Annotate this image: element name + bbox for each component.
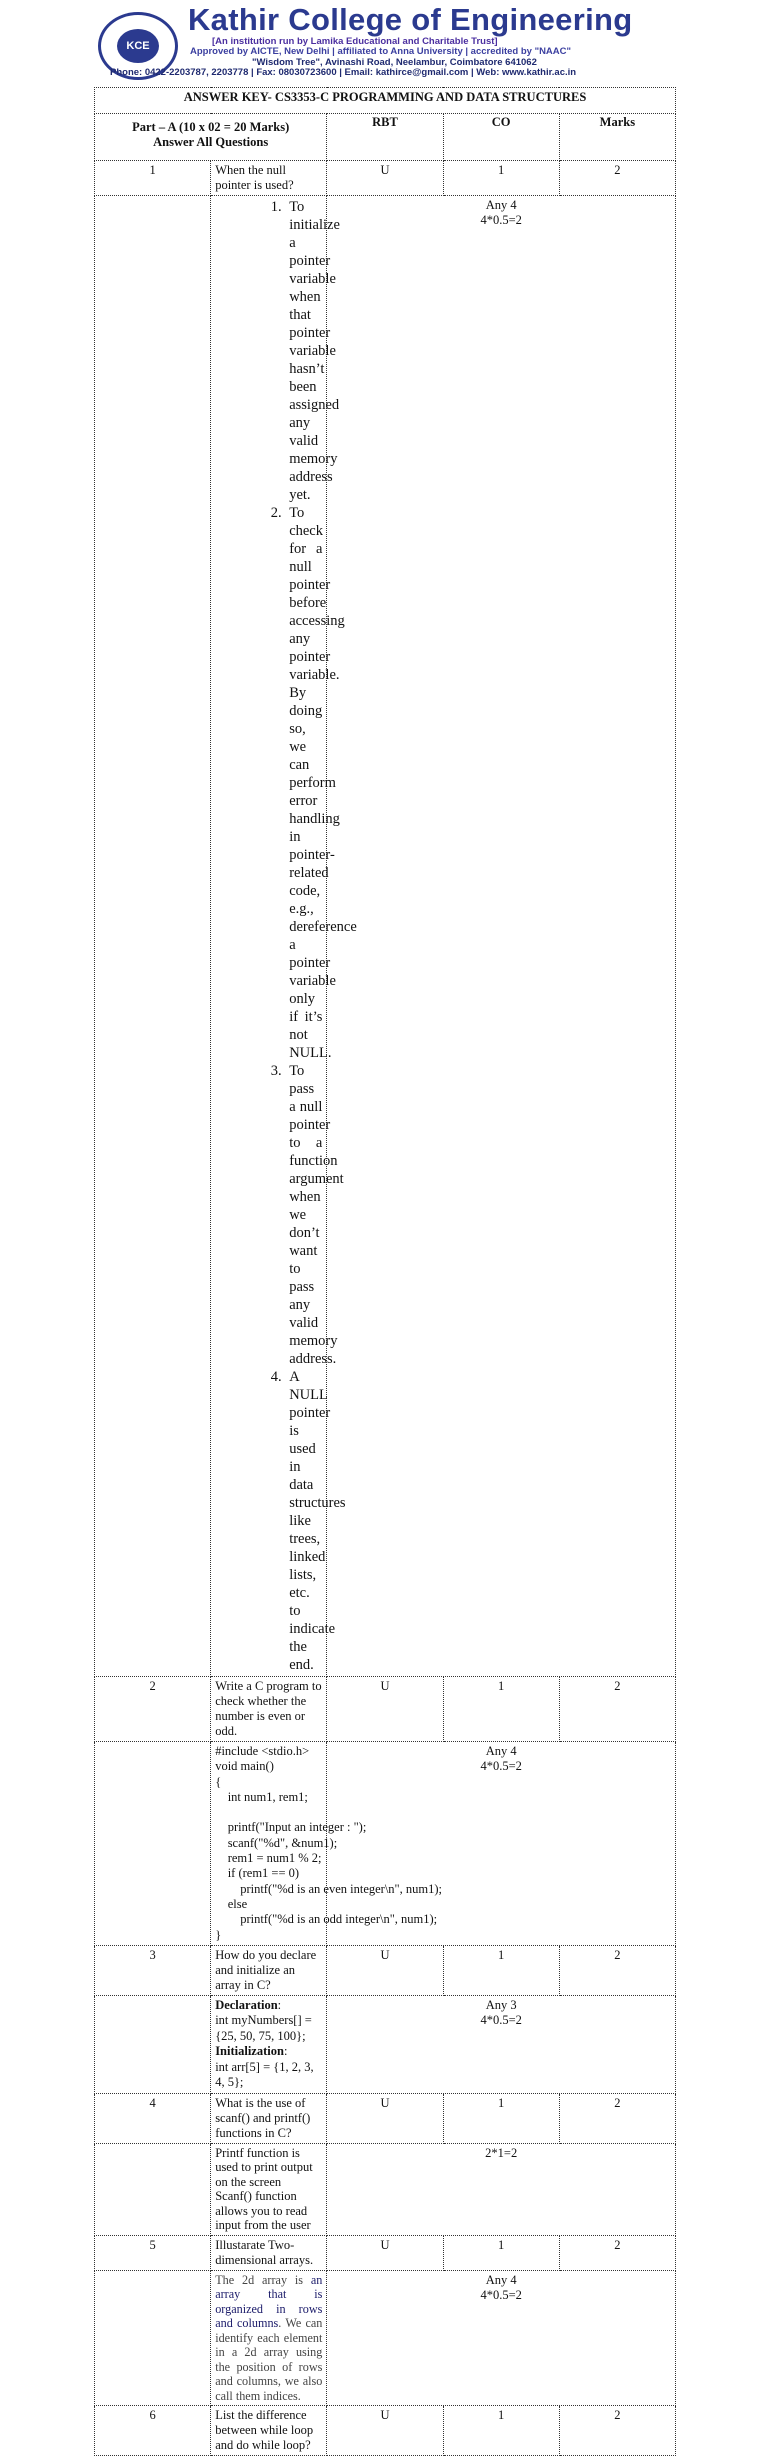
answer-content: Declaration: int myNumbers[] = {25, 50, 75, 100}; Initialization: int arr[5] = {1, 2, 3, 4, 5}; [211, 1995, 327, 2093]
header-trust-line: [An institution run by Lamika Educational and Charitable Trust] [212, 36, 498, 47]
null-pointer-answer-list [215, 198, 357, 1674]
question-number: 4 [95, 2093, 211, 2143]
even-odd-program-code: #include <stdio.h> void main() { int num1, rem1; printf("Input an integer : "); scanf("%d", &num1); rem1 = num1 % 2; if (rem1 == 0) printf("%d is an even integer\n", num1); else printf("%d is an odd integer\n", num1); } [215, 1744, 443, 1942]
initialization-code: int arr[5] = {1, 2, 3, 4, 5}; [215, 2059, 314, 2090]
mark-scheme-line: Any 3 [485, 1997, 517, 2012]
mark-scheme-line: 2*1=2 [485, 2145, 518, 2160]
header-contact-line: Phone: 0422-2203787, 2203778 | Fax: 08030723600 | Email: kathirce@gmail.com | Web: www.kathir.ac.in [110, 67, 577, 78]
mark-scheme-line: 4*0.5=2 [480, 1759, 522, 1773]
mark-scheme-line: 4*0.5=2 [480, 2287, 522, 2302]
scanf-answer: Scanf() function allows you to read input from the user [215, 2189, 311, 2233]
question-row [95, 2406, 676, 2456]
college-name: Kathir College of Engineering [188, 2, 633, 37]
question-row [95, 1677, 676, 1742]
question-co: 1 [443, 2406, 559, 2456]
question-row [95, 161, 676, 196]
answer-content [211, 2143, 327, 2235]
answer-content [211, 2270, 327, 2406]
question-text: How do you declare and initialize an array in C? [211, 1945, 327, 1995]
question-marks: 2 [559, 2406, 675, 2456]
question-text: Illustarate Two-dimensional arrays. [211, 2235, 327, 2270]
question-marks: 2 [559, 161, 675, 196]
printf-answer: Printf function is used to print output on the screen [215, 2145, 313, 2189]
question-rbt: U [327, 1677, 443, 1742]
declaration-code: int myNumbers[] = {25, 50, 75, 100}; [215, 2013, 312, 2043]
answer-point: 3. To pass a null pointer to a function argument when we don’t want to pass any valid memory address. [285, 1062, 322, 1368]
question-text: What is the use of scanf() and printf() functions in C? [211, 2093, 327, 2143]
question-rbt: U [327, 2093, 443, 2143]
question-row [95, 2235, 676, 2270]
answer-point: 2. To check for a null pointer before accessing any pointer variable. By doing so, we can perform error handling in pointer-related code, e.g., dereference a pointer variable only if it’s not NULL. [285, 504, 322, 1062]
question-number: 5 [95, 2235, 211, 2270]
question-number: 1 [95, 161, 211, 196]
question-rbt: U [327, 2406, 443, 2456]
answer-row [95, 1995, 676, 2093]
question-text: Write a C program to check whether the number is even or odd. [211, 1677, 327, 1742]
answer-point: 1. To initialize a pointer variable when that pointer variable hasn’t been assigned any valid memory address yet. [285, 198, 322, 504]
question-row [95, 2093, 676, 2143]
answer-content [211, 196, 357, 1677]
question-text: List the difference between while loop and do while loop? [211, 2406, 327, 2456]
question-co: 1 [443, 2093, 559, 2143]
part-title: Part – A (10 x 02 = 20 Marks) [132, 120, 290, 134]
college-header [0, 0, 768, 84]
question-marks: 2 [559, 1945, 675, 1995]
two-d-array-answer: The 2d array is an array that is organized in rows and columns. We can identify each element in a 2d array using the position of rows and columns, we also call them indices. [215, 2272, 323, 2403]
question-co: 1 [443, 1677, 559, 1742]
declaration-label: Declaration [215, 1997, 278, 2012]
question-number: 3 [95, 1945, 211, 1995]
question-marks: 2 [559, 2235, 675, 2270]
table-title: ANSWER KEY- CS3353-C PROGRAMMING AND DATA STRUCTURES [95, 88, 676, 114]
initialization-label: Initialization [215, 2044, 284, 2059]
question-rbt: U [327, 1945, 443, 1995]
mark-scheme-line: Any 4 [485, 2272, 517, 2287]
mark-scheme [327, 2143, 676, 2235]
answer-row [95, 2143, 676, 2235]
answer-content [211, 1742, 443, 1946]
part-header-row [95, 114, 676, 161]
question-co: 1 [443, 1945, 559, 1995]
mark-scheme [327, 196, 676, 1677]
question-rbt: U [327, 161, 443, 196]
header-approval-line: Approved by AICTE, New Delhi | affiliated to Anna University | accredited by "NAAC" [190, 46, 572, 57]
part-subtitle: Answer All Questions [153, 135, 269, 149]
col-co-header: CO [443, 114, 559, 161]
header-address-line: "Wisdom Tree", Avinashi Road, Neelambur, Coimbatore 641062 [252, 57, 537, 68]
mark-scheme [327, 2270, 676, 2406]
mark-scheme-line: Any 4 [485, 1744, 517, 1758]
part-heading [95, 114, 327, 161]
answer-key-table [94, 87, 676, 2456]
mark-scheme [327, 1995, 676, 2093]
col-marks-header: Marks [559, 114, 675, 161]
answer-row [95, 2270, 676, 2406]
table-title-row [95, 88, 676, 114]
question-co: 1 [443, 2235, 559, 2270]
question-text: When the null pointer is used? [211, 161, 327, 196]
question-co: 1 [443, 161, 559, 196]
answer-point: 4. A NULL pointer is used in data structures like trees, linked lists, etc. to indicate the end. [285, 1368, 322, 1674]
mark-scheme-line: 4*0.5=2 [480, 2012, 522, 2027]
question-rbt: U [327, 2235, 443, 2270]
question-number: 2 [95, 1677, 211, 1742]
mark-scheme-line: 4*0.5=2 [480, 213, 522, 227]
col-rbt-header: RBT [327, 114, 443, 161]
question-row [95, 1945, 676, 1995]
answer-row [95, 1742, 676, 1946]
question-marks: 2 [559, 1677, 675, 1742]
question-number: 6 [95, 2406, 211, 2456]
question-marks: 2 [559, 2093, 675, 2143]
answer-row [95, 196, 676, 1677]
seal-text: KCE [117, 29, 159, 63]
mark-scheme-line: Any 4 [485, 198, 517, 212]
